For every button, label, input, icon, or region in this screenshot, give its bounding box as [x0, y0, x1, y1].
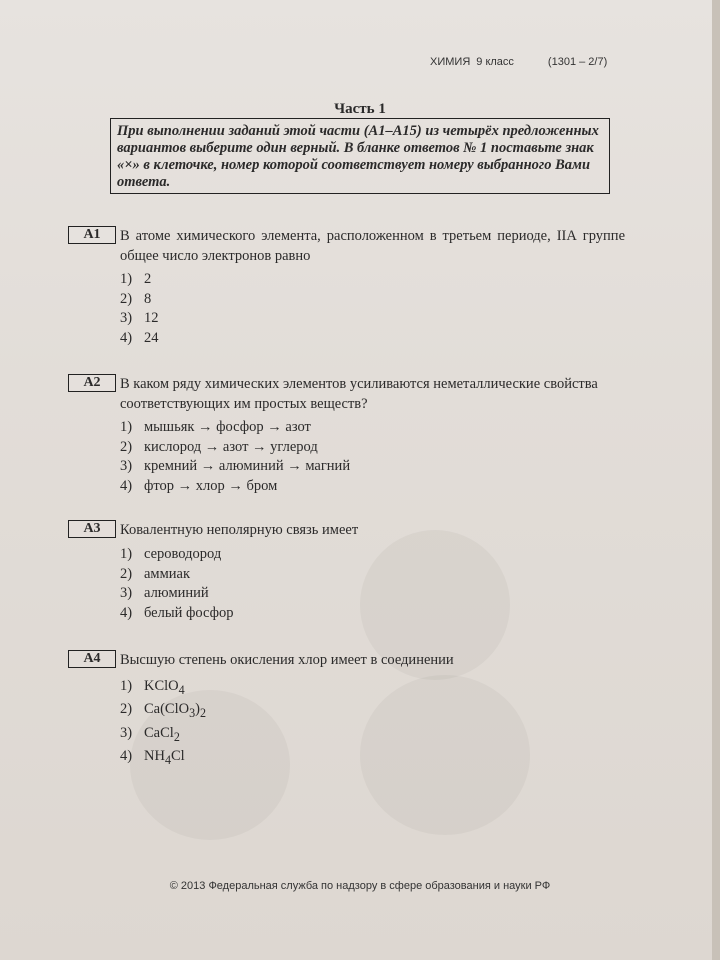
- option[interactable]: 1) KClO$_4$: [120, 678, 185, 697]
- question-text: В каком ряду химических элементов усиливаются неметаллические свойства соответствующих им простых веществ?: [120, 376, 598, 412]
- background-edge: [712, 0, 720, 960]
- option[interactable]: 3) кремний → алюминий → магний: [120, 458, 351, 474]
- grade: 9 класс: [476, 56, 514, 68]
- option[interactable]: 3) CaCl$_2$: [120, 724, 180, 744]
- option[interactable]: 2) кислород → азот → углерод: [120, 438, 318, 455]
- options-list: [120, 677, 206, 771]
- question-label: А2: [68, 374, 116, 392]
- option[interactable]: 3) алюминий: [120, 585, 209, 601]
- option[interactable]: 2) аммиак: [120, 565, 191, 582]
- question-label: А3: [68, 520, 116, 538]
- option[interactable]: 2) $Ca(ClO_3)_2$: [120, 701, 207, 721]
- question-text: В атоме химического элемента, расположенном в третьем периоде, IIА группе общее число электронов равно: [120, 228, 625, 264]
- page-code: (1301 – 2/7): [547, 56, 608, 68]
- instruction-box: При выполнении заданий этой части (А1–А15) из четырёх предложенных вариантов выберите один верный. В бланке ответов № 1 поставьте знак «×» в клеточке, номер которой соответствует номеру выбранного Вами ответа.: [110, 118, 610, 194]
- option[interactable]: 1) 2: [120, 271, 152, 287]
- part-title: Часть 1: [334, 101, 386, 117]
- question-text: Высшую степень окисления хлор имеет в соединении: [120, 652, 454, 668]
- question-label: А1: [68, 226, 116, 244]
- option[interactable]: 1) сероводород: [120, 546, 222, 562]
- page-header: [430, 56, 607, 68]
- option[interactable]: 2) 8: [120, 290, 152, 307]
- options-list: [120, 270, 159, 348]
- subject: ХИМИЯ: [430, 56, 471, 68]
- option[interactable]: 4) 24: [120, 329, 159, 346]
- options-list: [120, 545, 234, 623]
- bleed-through-circle: [360, 675, 530, 835]
- option[interactable]: 4) $NH_4Cl$: [120, 748, 185, 768]
- question-text: Ковалентную неполярную связь имеет: [120, 522, 359, 538]
- option[interactable]: 1) мышьяк → фосфор → азот: [120, 419, 311, 435]
- option[interactable]: 4) белый фосфор: [120, 604, 234, 621]
- option[interactable]: 4) фтор → хлор → бром: [120, 477, 278, 494]
- options-list: [120, 418, 350, 496]
- question-label: А4: [68, 650, 116, 668]
- option[interactable]: 3) 12: [120, 310, 159, 326]
- page-footer: © 2013 Федеральная служба по надзору в сфере образования и науки РФ: [169, 880, 551, 892]
